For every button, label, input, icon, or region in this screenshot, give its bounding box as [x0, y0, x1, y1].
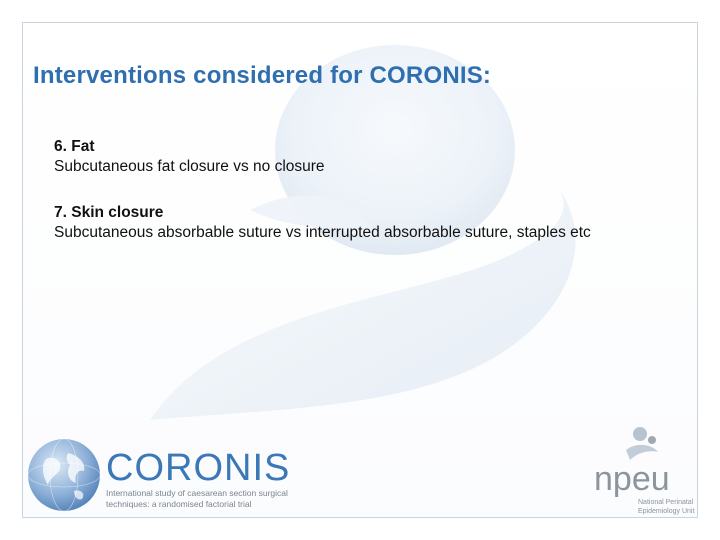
coronis-tagline-line1: International study of caesarean section surgical: [106, 488, 288, 498]
intervention-description: Subcutaneous absorbable suture vs interrupted absorbable suture, staples etc: [54, 224, 591, 241]
intervention-heading: 6. Fat: [54, 138, 95, 155]
coronis-logo: [24, 435, 324, 515]
globe-icon: [28, 439, 100, 511]
slide-title: Interventions considered for CORONIS:: [33, 62, 492, 89]
intervention-fat: [54, 137, 654, 177]
coronis-wordmark: CORONIS: [106, 447, 291, 489]
intervention-heading: 7. Skin closure: [54, 204, 164, 221]
npeu-wordmark: npeu: [594, 460, 670, 498]
npeu-logo: [590, 420, 700, 520]
npeu-subtitle-line1: National Perinatal: [638, 499, 694, 506]
npeu-subtitle-line2: Epidemiology Unit: [638, 508, 695, 515]
family-figure-icon: [626, 427, 658, 460]
intervention-skin-closure: [54, 203, 654, 243]
intervention-description: Subcutaneous fat closure vs no closure: [54, 158, 325, 175]
coronis-tagline-line2: techniques: a randomised factorial trial: [106, 499, 252, 509]
